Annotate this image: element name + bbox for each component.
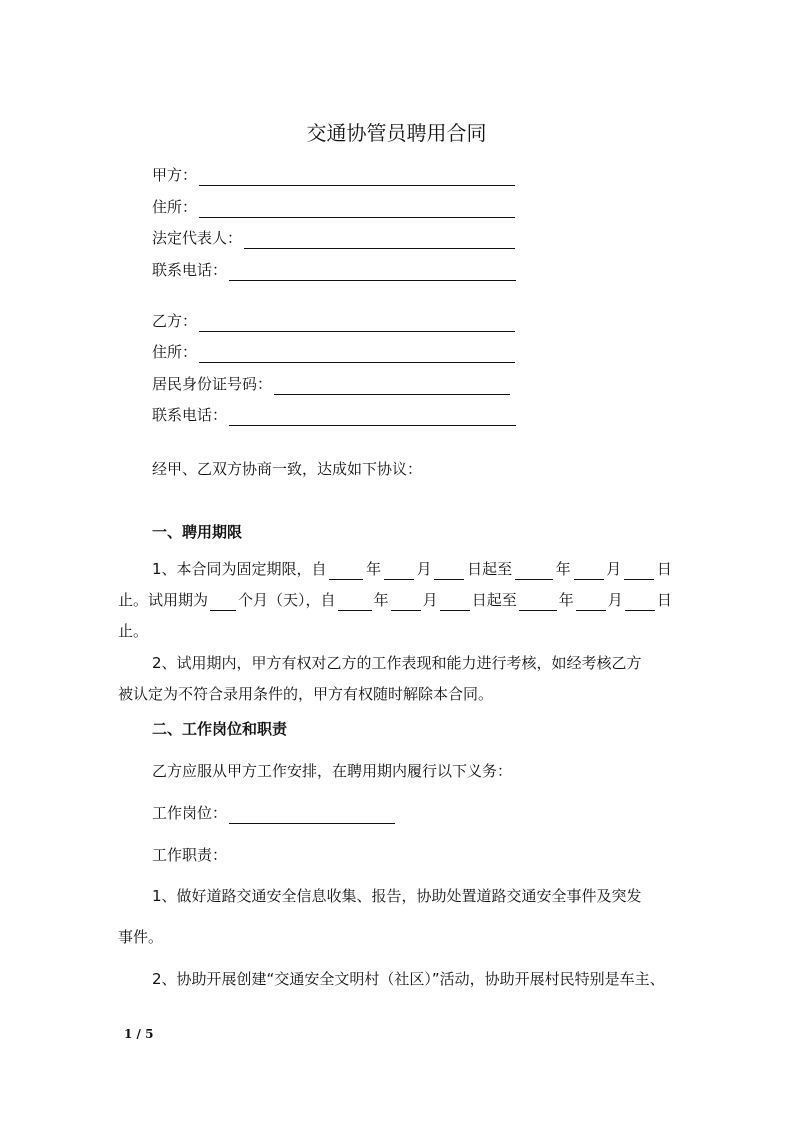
probation-clause-line1: 2、试用期内，甲方有权对乙方的工作表现和能力进行考核，如经考核乙方 [152, 654, 642, 672]
agreement-intro: 经甲、乙双方协商一致，达成如下协议： [152, 460, 423, 478]
party-b-address-field[interactable] [152, 337, 515, 363]
party-a-address-label: 住所： [152, 198, 198, 216]
probation-months-text: 个月（天），自 [238, 591, 336, 609]
probation-year2-text: 年 [558, 591, 574, 609]
term-line-3: 止。 [118, 622, 149, 640]
probation-months-blank[interactable] [210, 594, 236, 611]
party-a-rep-label: 法定代表人： [152, 229, 243, 247]
probation-start-month-blank[interactable] [391, 594, 421, 611]
duty1-line1: 1、做好道路交通安全信息收集、报告，协助处置道路交通安全事件及突发 [152, 887, 642, 905]
position-blank[interactable] [229, 805, 395, 824]
party-a-phone-field[interactable] [152, 255, 516, 281]
party-b-field[interactable] [152, 306, 515, 332]
party-a-rep-blank[interactable] [244, 230, 515, 249]
probation-end-month-blank[interactable] [576, 594, 606, 611]
end-year-blank[interactable] [515, 563, 553, 580]
party-a-label: 甲方： [152, 166, 198, 184]
probation-start-text: 止。试用期为 [118, 591, 209, 609]
party-a-blank[interactable] [199, 167, 515, 186]
probation-end-day-blank[interactable] [625, 594, 655, 611]
probation-start-day-blank[interactable] [440, 594, 470, 611]
term-year2-text: 年 [555, 560, 571, 578]
position-field[interactable] [152, 798, 395, 824]
duties-label: 工作职责： [152, 846, 228, 864]
party-b-label: 乙方： [152, 312, 198, 330]
party-b-address-label: 住所： [152, 343, 198, 361]
duty-intro: 乙方应服从甲方工作安排，在聘用期内履行以下义务： [152, 762, 513, 780]
probation-month-text: 月 [422, 591, 438, 609]
probation-day-text: 日 [656, 591, 672, 609]
start-day-blank[interactable] [434, 563, 464, 580]
party-a-address-blank[interactable] [199, 199, 515, 218]
party-a-field[interactable] [152, 160, 515, 186]
term-from-text: 日起至 [467, 560, 513, 578]
probation-year-text: 年 [373, 591, 389, 609]
term-month-text: 月 [416, 560, 432, 578]
party-b-id-label: 居民身份证号码： [152, 375, 273, 393]
party-a-address-field[interactable] [152, 192, 515, 218]
term-prefix: 1、本合同为固定期限，自 [152, 560, 327, 578]
term-year-text: 年 [366, 560, 382, 578]
party-b-phone-blank[interactable] [229, 407, 516, 426]
section1-heading: 一、聘用期限 [152, 523, 243, 541]
party-a-phone-label: 联系电话： [152, 261, 228, 279]
probation-end-year-blank[interactable] [519, 594, 557, 611]
duty2-line1: 2、协助开展创建“交通安全文明村（社区）”活动，协助开展村民特别是车主、 [152, 970, 665, 988]
term-line-2 [118, 589, 672, 611]
probation-clause-line2: 被认定为不符合录用条件的，甲方有权随时解除本合同。 [118, 685, 494, 703]
end-month-blank[interactable] [574, 563, 604, 580]
probation-start-year-blank[interactable] [338, 594, 372, 611]
probation-from-text: 日起至 [471, 591, 517, 609]
duty1-line2: 事件。 [118, 928, 164, 946]
party-b-blank[interactable] [199, 313, 515, 332]
start-month-blank[interactable] [384, 563, 414, 580]
probation-month2-text: 月 [607, 591, 623, 609]
party-b-phone-field[interactable] [152, 400, 516, 426]
party-b-phone-label: 联系电话： [152, 406, 228, 424]
party-b-id-field[interactable] [152, 369, 510, 395]
position-label: 工作岗位： [152, 804, 228, 822]
start-year-blank[interactable] [329, 563, 363, 580]
page-number: 1 / 5 [124, 1027, 154, 1041]
document-title: 交通协管员聘用合同 [306, 121, 487, 145]
party-b-address-blank[interactable] [199, 344, 515, 363]
party-a-rep-field[interactable] [152, 223, 515, 249]
section2-heading: 二、工作岗位和职责 [152, 720, 288, 738]
term-month2-text: 月 [606, 560, 622, 578]
party-a-phone-blank[interactable] [229, 262, 516, 281]
party-b-id-blank[interactable] [274, 376, 510, 395]
term-day-text: 日 [656, 560, 672, 578]
term-line-1 [152, 558, 672, 580]
end-day-blank[interactable] [624, 563, 654, 580]
